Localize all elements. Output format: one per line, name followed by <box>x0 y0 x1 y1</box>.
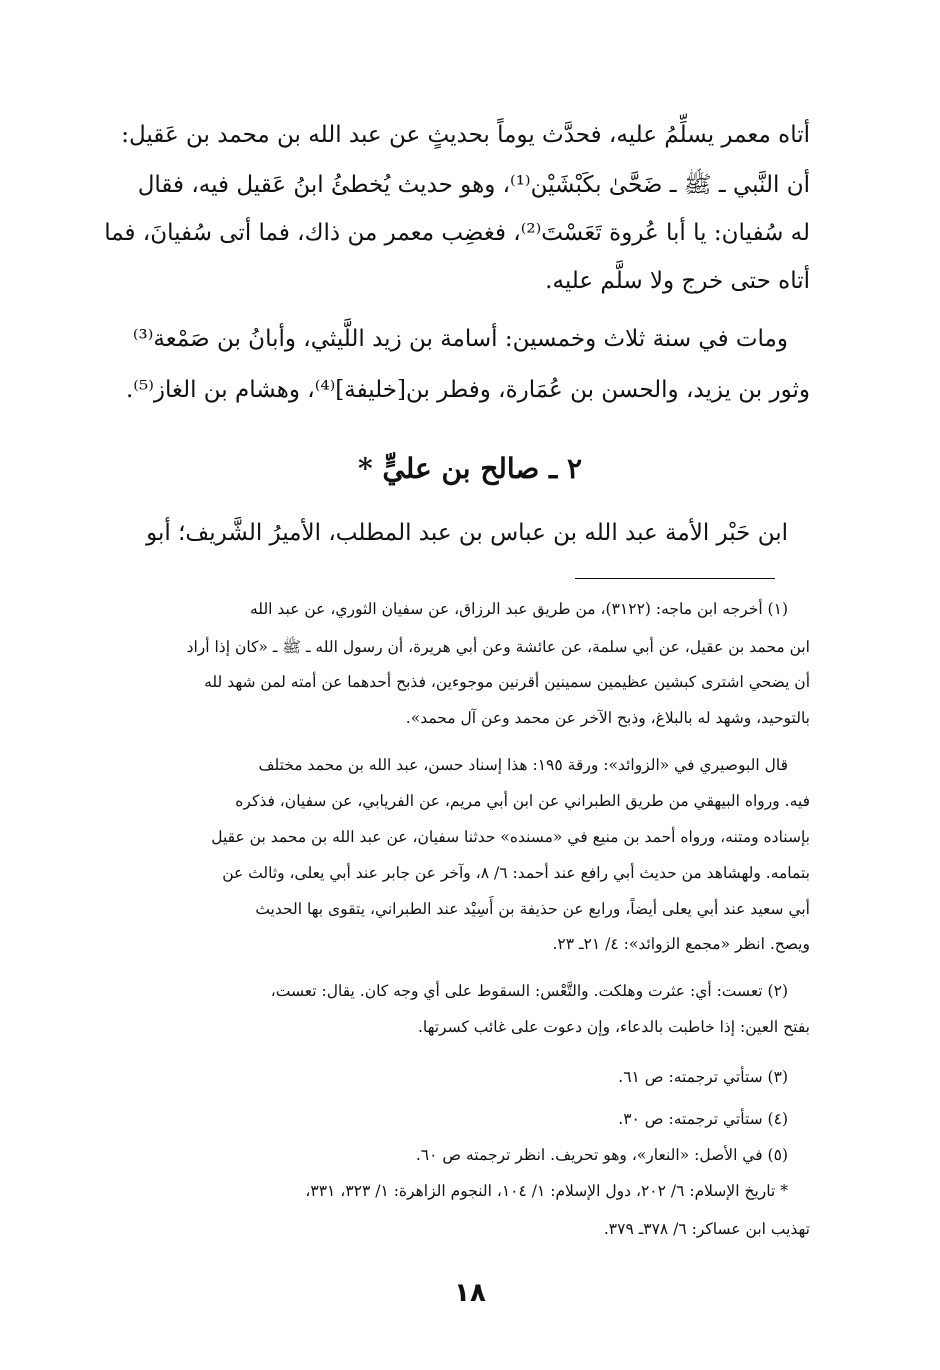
footnote-line: تهذيب ابن عساكر: ٦/ ٣٧٨ـ ٣٧٩. <box>603 1220 810 1238</box>
footnote-line: (٣) ستأتي ترجمته: ص ٦١. <box>618 1068 788 1086</box>
footnote-line: أن يضحي اشترى كبشين عظيمين سمينين أقرنين موجوءين، فذبح أحدهما عن أمته لمن شهد لله <box>204 673 810 691</box>
main-text-line: وثور بن يزيد، والحسن بن عُمَارة، وفطر بن[خليفة]⁽⁴⁾، وهشام بن الغاز⁽⁵⁾. <box>126 377 810 403</box>
footnote-line: بالتوحيد، وشهد له بالبلاغ، وذبح الآخر عن محمد وعن آل محمد». <box>405 709 810 727</box>
footnote-line: * تاريخ الإسلام: ٦/ ٢٠٢، دول الإسلام: ١/ ١٠٤، النجوم الزاهرة: ١/ ٣٢٣، ٣٣١، <box>305 1182 788 1200</box>
footnote-separator <box>575 578 775 579</box>
footnote-line: (٤) ستأتي ترجمته: ص ٣٠. <box>618 1110 788 1128</box>
main-text-line: ابن حَبْر الأمة عبد الله بن عباس بن عبد المطلب، الأميرُ الشَّريف؛ أبو <box>146 520 788 546</box>
footnote-line: فيه. ورواه البيهقي من طريق الطبراني عن ابن أبي مريم، عن الفريابي، عن سفيان، فذكره <box>235 792 810 810</box>
footnote-line: أبي سعيد عند أبي يعلى أيضاً، ورابع عن حذيفة بن أَسِيْد عند الطبراني، يتقوى بها الحديث <box>255 900 810 918</box>
main-text-line: أن النَّبي ـ ﷺ ـ ضَحَّىٰ بكَبْشَيْن⁽¹⁾، وهو حديث يُخطئُ ابنُ عَقيل فيه، فقال <box>137 172 810 198</box>
page-number: ١٨ <box>454 1278 486 1308</box>
footnote-line: (٢) تعست: أي: عثرت وهلكت. والتَّعْس: السقوط على أي وجه كان. يقال: تعست، <box>270 982 788 1000</box>
footnote-line: قال البوصيري في «الزوائد»: ورقة ١٩٥: هذا إسناد حسن، عبد الله بن محمد مختلف <box>258 756 788 774</box>
footnote-line: ابن محمد بن عقيل، عن أبي سلمة، عن عائشة وعن أبي هريرة، أن رسول الله ـ ﷺ ـ «كان إذا أراد <box>186 638 810 656</box>
footnote-line: ويصح. انظر «مجمع الزوائد»: ٤/ ٢١ـ ٢٣. <box>552 935 810 953</box>
section-heading: ٢ ـ صالح بن عليٍّ * <box>358 452 582 485</box>
main-text-line: ومات في سنة ثلاث وخمسين: أسامة بن زيد اللَّيثي، وأبانُ بن صَمْعة⁽³⁾ <box>132 326 788 352</box>
main-text-line: أتاه حتى خرج ولا سلَّم عليه. <box>545 268 810 294</box>
main-text-line: أتاه معمر يسلِّمُ عليه، فحدَّث يوماً بحديثٍ عن عبد الله بن محمد بن عَقيل: <box>121 122 810 148</box>
footnote-line: بإسناده ومتنه، ورواه أحمد بن منيع في «مسنده» حدثنا سفيان، عن عبد الله بن محمد بن عقيل <box>211 828 810 846</box>
footnote-line: (١) أخرجه ابن ماجه: (٣١٢٢)، من طريق عبد الرزاق، عن سفيان الثوري، عن عبد الله <box>250 600 788 618</box>
footnote-line: بفتح العين: إذا خاطبت بالدعاء، وإن دعوت على غائب كسرتها. <box>417 1018 810 1036</box>
footnote-line: بتمامه. ولهشاهد من حديث أبي رافع عند أحمد: ٦/ ٨، وآخر عن جابر عند أبي يعلى، وثالث عن <box>222 864 810 882</box>
main-text-line: له سُفيان: يا أبا عُروة تَعَسْتَ⁽²⁾، فغضِب معمر من ذاك، فما أتى سُفيانَ، فما <box>104 220 810 246</box>
footnote-line: (٥) في الأصل: «النعار»، وهو تحريف. انظر ترجمته ص ٦٠. <box>415 1146 788 1164</box>
